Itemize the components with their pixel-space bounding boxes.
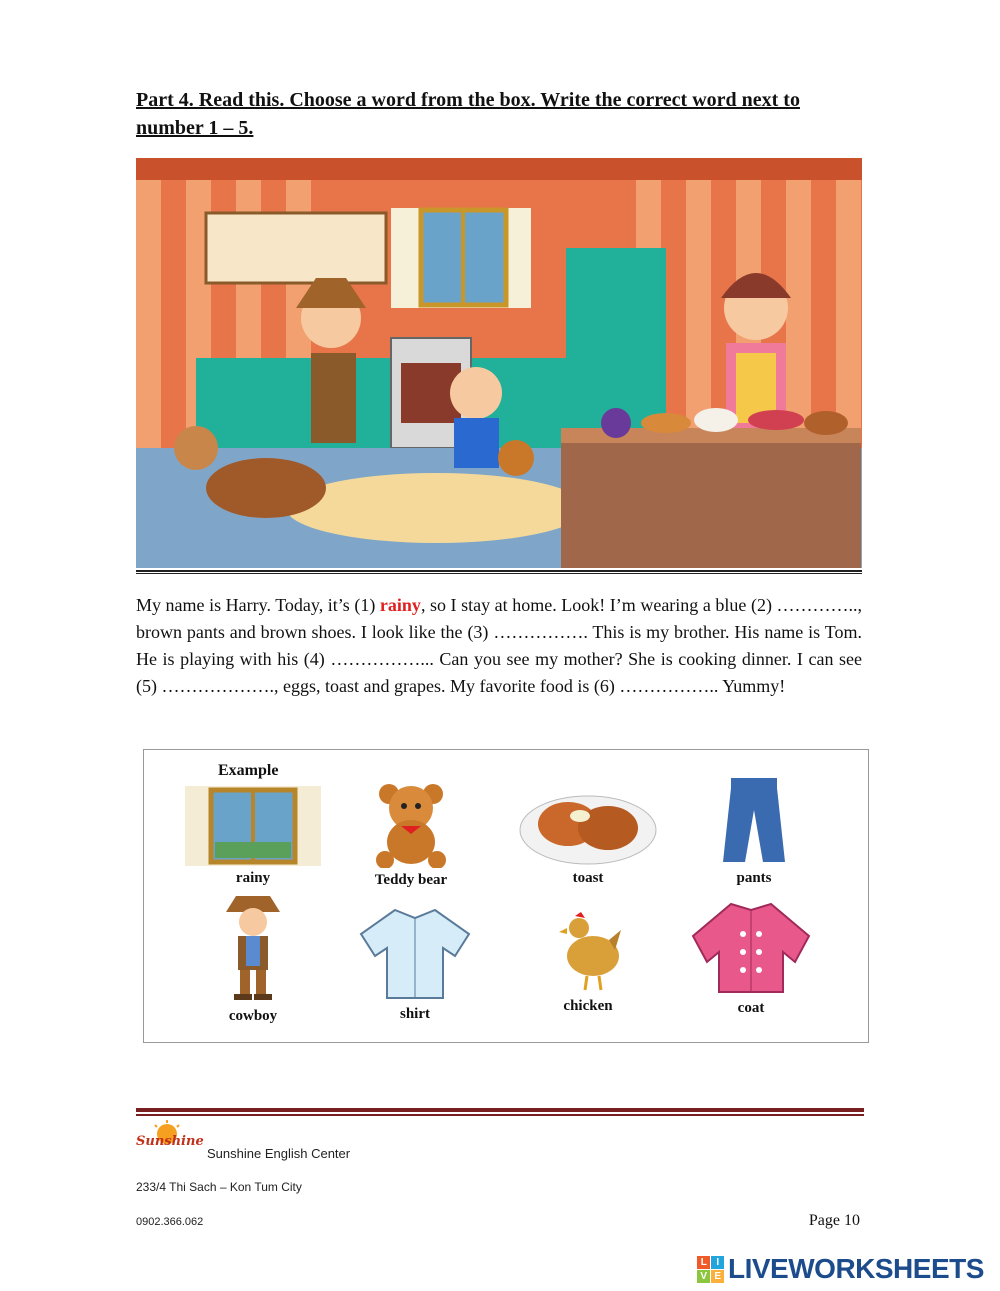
- story-paragraph: [136, 592, 862, 700]
- brand-tiles-icon: [697, 1256, 724, 1283]
- center-phone: 0902.366.062: [136, 1216, 204, 1228]
- word-label: Teddy bear: [374, 872, 448, 888]
- liveworksheets-logo[interactable]: [697, 1253, 984, 1285]
- brand-tile: E: [711, 1270, 724, 1283]
- brand-tile: L: [697, 1256, 710, 1269]
- word-label: pants: [736, 870, 772, 886]
- word-label: rainy: [235, 870, 271, 886]
- chicken-icon: [553, 910, 623, 994]
- word-label: coat: [737, 1000, 765, 1016]
- brand-text: LIVEWORKSHEETS: [728, 1253, 984, 1284]
- word-card-toast: [503, 786, 673, 887]
- coat-icon: [689, 900, 813, 996]
- word-card-pants: [669, 776, 839, 887]
- word-label: shirt: [400, 1006, 430, 1022]
- scene-divider: [136, 573, 862, 574]
- logo-text: Sunshine: [136, 1134, 204, 1149]
- example-label: Example: [218, 762, 279, 779]
- word-label: toast: [572, 870, 604, 886]
- word-label: cowboy: [228, 1008, 278, 1024]
- center-address: 233/4 Thi Sach – Kon Tum City: [136, 1180, 302, 1194]
- part-heading: Part 4. Read this. Choose a word from the box. Write the correct word next to number 1 – 5.: [136, 89, 800, 139]
- brand-tile: V: [697, 1270, 710, 1283]
- word-box: [143, 749, 869, 1043]
- example-answer: rainy: [379, 595, 421, 615]
- toast-icon: [518, 786, 658, 866]
- word-card-shirt: [330, 906, 500, 1023]
- pants-icon: [719, 776, 789, 866]
- word-card-rainy: [168, 786, 338, 887]
- page-number: Page 10: [808, 1212, 860, 1229]
- story-text-2: , so I stay at home. Look! I’m wearing a blue (2) ………….., brown pants and brown shoes. I look like the (3) ……………. This is my brother. His name is Tom. He is playing with his (4) ……………... Can you see my mother? She is cooking dinner. I can see (5) ………………., eggs, toast and grapes. My favorite food is (6) …………….. Yummy!: [136, 595, 862, 696]
- word-card-coat: [666, 900, 836, 1017]
- story-text-1: My name is Harry. Today, it’s (1): [136, 595, 380, 615]
- footer-divider: [136, 1108, 864, 1112]
- word-card-cowboy: [168, 892, 338, 1025]
- word-label: chicken: [563, 998, 613, 1014]
- word-card-chicken: [503, 910, 673, 1015]
- teddy-bear-icon: [371, 780, 451, 868]
- center-name: Sunshine English Center: [207, 1146, 351, 1161]
- cowboy-icon: [218, 892, 288, 1004]
- footer-divider-thin: [136, 1114, 864, 1116]
- shirt-icon: [359, 906, 471, 1002]
- brand-tile: I: [711, 1256, 724, 1269]
- word-card-teddy-bear: [326, 780, 496, 889]
- window-icon: [185, 786, 321, 866]
- sunshine-logo: [136, 1120, 204, 1160]
- kitchen-scene-image: [136, 158, 862, 572]
